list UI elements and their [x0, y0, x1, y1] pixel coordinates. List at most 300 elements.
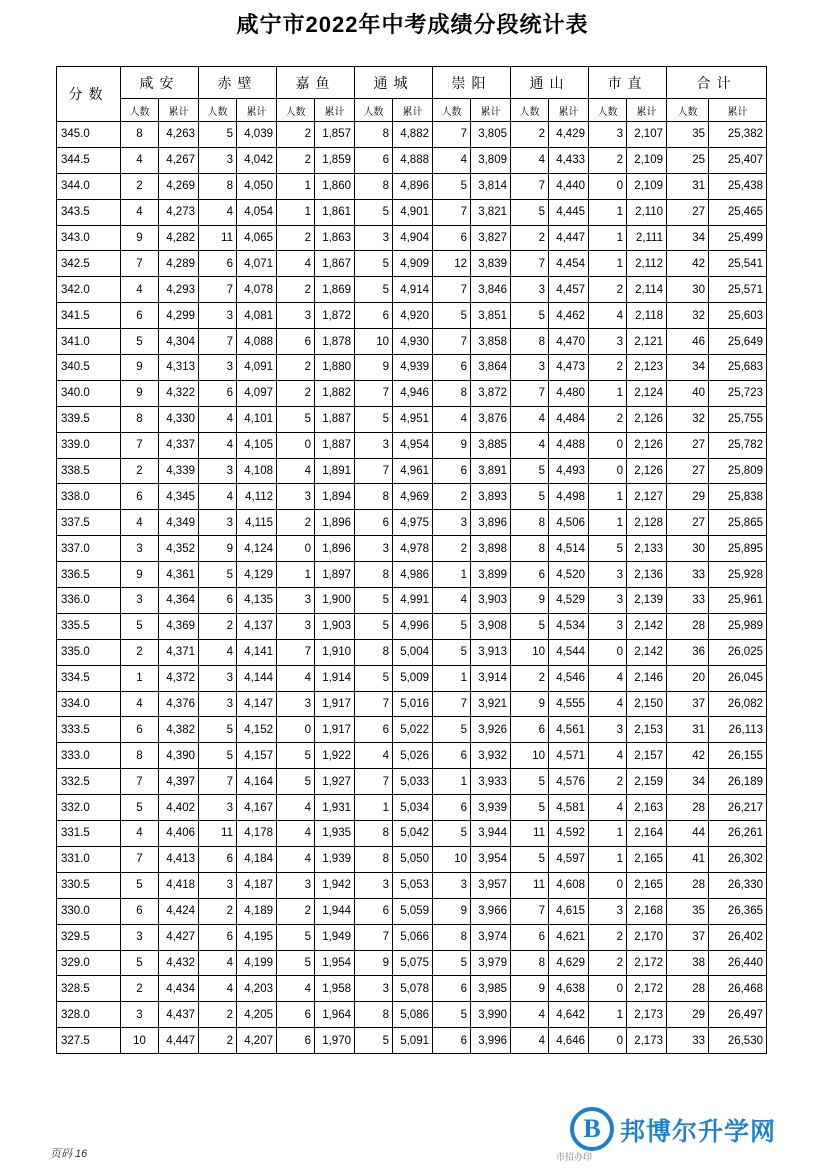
count-cell: 8	[355, 639, 393, 665]
count-cell: 6	[433, 795, 471, 821]
score-cell: 329.5	[57, 924, 121, 950]
count-cell: 0	[589, 432, 627, 458]
count-cell: 1	[589, 225, 627, 251]
cumulative-cell: 2,164	[627, 821, 667, 847]
count-cell: 6	[199, 251, 237, 277]
cumulative-cell: 3,996	[471, 1028, 511, 1054]
cumulative-cell: 3,891	[471, 458, 511, 484]
table-row	[57, 432, 767, 458]
cumulative-cell: 4,065	[237, 225, 277, 251]
count-cell: 9	[121, 355, 159, 381]
table-row	[57, 536, 767, 562]
count-cell: 5	[121, 795, 159, 821]
cumulative-cell: 4,969	[393, 484, 433, 510]
count-cell: 5	[589, 536, 627, 562]
cumulative-cell: 5,086	[393, 1002, 433, 1028]
count-cell: 3	[355, 872, 393, 898]
count-cell: 0	[589, 458, 627, 484]
count-cell: 4	[277, 458, 315, 484]
count-cell: 2	[589, 769, 627, 795]
table-row	[57, 588, 767, 614]
count-cell: 6	[511, 924, 549, 950]
cumulative-cell: 1,964	[315, 1002, 355, 1028]
score-cell: 338.5	[57, 458, 121, 484]
count-cell: 7	[511, 251, 549, 277]
cumulative-cell: 2,173	[627, 1002, 667, 1028]
region-header: 市直	[589, 67, 667, 99]
cumulative-cell: 4,330	[159, 406, 199, 432]
count-cell: 10	[121, 1028, 159, 1054]
cumulative-cell: 4,195	[237, 924, 277, 950]
count-cell: 3	[277, 484, 315, 510]
cumulative-cell: 5,075	[393, 950, 433, 976]
cumulative-cell: 4,888	[393, 147, 433, 173]
region-header: 嘉鱼	[277, 67, 355, 99]
score-cell: 340.5	[57, 355, 121, 381]
cumulative-cell: 5,050	[393, 846, 433, 872]
cumulative-cell: 2,142	[627, 639, 667, 665]
cumulative-cell: 3,876	[471, 406, 511, 432]
cumulative-cell: 2,150	[627, 691, 667, 717]
count-cell: 33	[667, 1028, 709, 1054]
count-cell: 7	[277, 639, 315, 665]
cumulative-cell: 4,129	[237, 562, 277, 588]
count-cell: 3	[589, 613, 627, 639]
count-cell: 5	[511, 613, 549, 639]
cumulative-cell: 4,424	[159, 898, 199, 924]
cumulative-cell: 1,857	[315, 122, 355, 148]
count-cell: 2	[277, 380, 315, 406]
cumulative-subheader: 累计	[237, 99, 277, 122]
score-cell: 337.5	[57, 510, 121, 536]
count-cell: 4	[433, 406, 471, 432]
cumulative-cell: 1,859	[315, 147, 355, 173]
table-row	[57, 639, 767, 665]
count-cell: 1	[277, 562, 315, 588]
count-cell: 4	[199, 976, 237, 1002]
cumulative-cell: 4,914	[393, 277, 433, 303]
count-cell: 3	[589, 717, 627, 743]
count-subheader: 人数	[433, 99, 471, 122]
count-cell: 7	[511, 173, 549, 199]
cumulative-cell: 3,933	[471, 769, 511, 795]
cumulative-cell: 5,034	[393, 795, 433, 821]
count-cell: 1	[589, 251, 627, 277]
count-cell: 35	[667, 122, 709, 148]
cumulative-cell: 5,066	[393, 924, 433, 950]
score-cell: 330.0	[57, 898, 121, 924]
score-cell: 331.5	[57, 821, 121, 847]
count-cell: 9	[433, 898, 471, 924]
count-cell: 3	[199, 510, 237, 536]
count-cell: 2	[277, 225, 315, 251]
count-cell: 1	[589, 199, 627, 225]
cumulative-cell: 26,045	[709, 665, 767, 691]
count-cell: 3	[589, 122, 627, 148]
count-cell: 41	[667, 846, 709, 872]
count-cell: 34	[667, 355, 709, 381]
cumulative-cell: 4,514	[549, 536, 589, 562]
count-cell: 5	[433, 1002, 471, 1028]
count-cell: 4	[199, 406, 237, 432]
cumulative-cell: 1,897	[315, 562, 355, 588]
cumulative-subheader: 累计	[315, 99, 355, 122]
cumulative-cell: 3,913	[471, 639, 511, 665]
cumulative-cell: 4,904	[393, 225, 433, 251]
table-row	[57, 380, 767, 406]
logo-letter: B	[583, 1114, 601, 1143]
count-cell: 4	[277, 251, 315, 277]
count-cell: 3	[199, 147, 237, 173]
count-cell: 4	[589, 795, 627, 821]
cumulative-subheader: 累计	[471, 99, 511, 122]
cumulative-cell: 25,928	[709, 562, 767, 588]
footer-note: 市招办印	[556, 1152, 593, 1162]
cumulative-cell: 1,863	[315, 225, 355, 251]
cumulative-cell: 26,530	[709, 1028, 767, 1054]
cumulative-cell: 4,189	[237, 898, 277, 924]
cumulative-cell: 4,546	[549, 665, 589, 691]
count-cell: 2	[277, 122, 315, 148]
cumulative-cell: 3,903	[471, 588, 511, 614]
count-cell: 11	[511, 821, 549, 847]
cumulative-cell: 3,898	[471, 536, 511, 562]
cumulative-cell: 4,263	[159, 122, 199, 148]
cumulative-cell: 1,910	[315, 639, 355, 665]
cumulative-cell: 4,544	[549, 639, 589, 665]
count-cell: 36	[667, 639, 709, 665]
cumulative-cell: 3,839	[471, 251, 511, 277]
cumulative-cell: 4,493	[549, 458, 589, 484]
count-cell: 3	[355, 536, 393, 562]
count-cell: 7	[355, 458, 393, 484]
count-cell: 0	[589, 1028, 627, 1054]
count-cell: 8	[355, 1002, 393, 1028]
count-cell: 2	[511, 665, 549, 691]
count-cell: 6	[355, 303, 393, 329]
count-cell: 5	[433, 821, 471, 847]
score-cell: 343.5	[57, 199, 121, 225]
cumulative-cell: 4,187	[237, 872, 277, 898]
cumulative-cell: 3,899	[471, 562, 511, 588]
cumulative-cell: 5,004	[393, 639, 433, 665]
count-cell: 6	[433, 225, 471, 251]
count-cell: 5	[277, 924, 315, 950]
count-cell: 8	[121, 122, 159, 148]
cumulative-cell: 2,111	[627, 225, 667, 251]
site-logo[interactable]	[566, 1104, 811, 1160]
cumulative-cell: 26,025	[709, 639, 767, 665]
cumulative-cell: 26,189	[709, 769, 767, 795]
count-cell: 2	[199, 613, 237, 639]
count-cell: 4	[589, 303, 627, 329]
score-cell: 341.5	[57, 303, 121, 329]
count-cell: 3	[355, 976, 393, 1002]
cumulative-cell: 4,473	[549, 355, 589, 381]
count-cell: 4	[511, 147, 549, 173]
cumulative-cell: 3,851	[471, 303, 511, 329]
count-cell: 9	[355, 950, 393, 976]
cumulative-cell: 1,867	[315, 251, 355, 277]
count-cell: 6	[433, 976, 471, 1002]
cumulative-cell: 25,571	[709, 277, 767, 303]
count-cell: 1	[433, 562, 471, 588]
count-cell: 6	[121, 717, 159, 743]
count-cell: 8	[355, 562, 393, 588]
cumulative-cell: 4,427	[159, 924, 199, 950]
cumulative-cell: 1,896	[315, 510, 355, 536]
cumulative-cell: 1,939	[315, 846, 355, 872]
score-cell: 333.0	[57, 743, 121, 769]
count-cell: 46	[667, 329, 709, 355]
count-cell: 9	[355, 355, 393, 381]
score-cell: 336.5	[57, 562, 121, 588]
cumulative-cell: 2,142	[627, 613, 667, 639]
count-cell: 10	[355, 329, 393, 355]
cumulative-cell: 4,454	[549, 251, 589, 277]
cumulative-cell: 2,124	[627, 380, 667, 406]
count-cell: 4	[433, 147, 471, 173]
count-cell: 5	[511, 846, 549, 872]
cumulative-cell: 26,330	[709, 872, 767, 898]
cumulative-cell: 3,974	[471, 924, 511, 950]
count-cell: 12	[433, 251, 471, 277]
table-row	[57, 510, 767, 536]
cumulative-cell: 2,163	[627, 795, 667, 821]
count-cell: 7	[355, 924, 393, 950]
cumulative-cell: 1,944	[315, 898, 355, 924]
cumulative-cell: 4,078	[237, 277, 277, 303]
cumulative-cell: 3,846	[471, 277, 511, 303]
cumulative-cell: 4,896	[393, 173, 433, 199]
count-cell: 8	[433, 380, 471, 406]
count-cell: 5	[121, 329, 159, 355]
cumulative-subheader: 累计	[549, 99, 589, 122]
score-cell: 327.5	[57, 1028, 121, 1054]
cumulative-cell: 5,042	[393, 821, 433, 847]
count-cell: 37	[667, 691, 709, 717]
count-cell: 3	[277, 588, 315, 614]
cumulative-cell: 25,438	[709, 173, 767, 199]
score-cell: 331.0	[57, 846, 121, 872]
count-cell: 27	[667, 458, 709, 484]
count-cell: 42	[667, 251, 709, 277]
cumulative-cell: 4,470	[549, 329, 589, 355]
count-cell: 6	[433, 1028, 471, 1054]
table-row	[57, 898, 767, 924]
cumulative-cell: 4,205	[237, 1002, 277, 1028]
cumulative-cell: 4,390	[159, 743, 199, 769]
cumulative-cell: 4,167	[237, 795, 277, 821]
count-cell: 8	[355, 173, 393, 199]
cumulative-cell: 1,935	[315, 821, 355, 847]
cumulative-cell: 4,901	[393, 199, 433, 225]
count-cell: 5	[355, 406, 393, 432]
count-cell: 31	[667, 717, 709, 743]
cumulative-cell: 4,457	[549, 277, 589, 303]
count-cell: 6	[511, 562, 549, 588]
cumulative-cell: 1,922	[315, 743, 355, 769]
count-cell: 6	[355, 898, 393, 924]
cumulative-cell: 4,529	[549, 588, 589, 614]
count-subheader: 人数	[121, 99, 159, 122]
table-row	[57, 122, 767, 148]
count-cell: 5	[355, 277, 393, 303]
score-cell: 342.0	[57, 277, 121, 303]
table-row	[57, 691, 767, 717]
count-cell: 5	[511, 769, 549, 795]
cumulative-cell: 1,917	[315, 717, 355, 743]
cumulative-cell: 4,115	[237, 510, 277, 536]
count-cell: 7	[433, 691, 471, 717]
cumulative-cell: 4,376	[159, 691, 199, 717]
score-cell: 332.5	[57, 769, 121, 795]
count-cell: 6	[433, 355, 471, 381]
count-cell: 4	[121, 147, 159, 173]
count-cell: 9	[511, 976, 549, 1002]
count-cell: 1	[589, 510, 627, 536]
cumulative-cell: 4,406	[159, 821, 199, 847]
count-cell: 3	[277, 303, 315, 329]
count-cell: 0	[277, 432, 315, 458]
cumulative-cell: 4,939	[393, 355, 433, 381]
cumulative-cell: 25,723	[709, 380, 767, 406]
count-cell: 4	[277, 795, 315, 821]
table-row	[57, 562, 767, 588]
cumulative-cell: 2,136	[627, 562, 667, 588]
count-cell: 27	[667, 199, 709, 225]
cumulative-cell: 4,147	[237, 691, 277, 717]
score-cell: 335.5	[57, 613, 121, 639]
count-cell: 3	[121, 924, 159, 950]
cumulative-cell: 2,126	[627, 406, 667, 432]
count-cell: 3	[121, 588, 159, 614]
count-cell: 2	[511, 122, 549, 148]
count-cell: 2	[277, 510, 315, 536]
count-cell: 5	[355, 251, 393, 277]
cumulative-cell: 4,050	[237, 173, 277, 199]
count-cell: 7	[199, 277, 237, 303]
count-cell: 6	[121, 484, 159, 510]
count-cell: 4	[121, 691, 159, 717]
count-cell: 4	[277, 976, 315, 1002]
count-cell: 7	[433, 277, 471, 303]
count-cell: 2	[277, 147, 315, 173]
cumulative-cell: 3,827	[471, 225, 511, 251]
cumulative-cell: 5,016	[393, 691, 433, 717]
cumulative-cell: 2,109	[627, 147, 667, 173]
cumulative-cell: 5,033	[393, 769, 433, 795]
cumulative-cell: 4,991	[393, 588, 433, 614]
cumulative-cell: 4,112	[237, 484, 277, 510]
cumulative-cell: 25,838	[709, 484, 767, 510]
cumulative-cell: 26,217	[709, 795, 767, 821]
cumulative-cell: 1,949	[315, 924, 355, 950]
cumulative-cell: 5,022	[393, 717, 433, 743]
count-cell: 4	[277, 821, 315, 847]
count-cell: 6	[199, 846, 237, 872]
count-cell: 32	[667, 303, 709, 329]
cumulative-cell: 25,499	[709, 225, 767, 251]
count-cell: 3	[433, 510, 471, 536]
count-cell: 3	[433, 872, 471, 898]
count-cell: 4	[511, 1002, 549, 1028]
cumulative-cell: 4,576	[549, 769, 589, 795]
cumulative-cell: 4,269	[159, 173, 199, 199]
count-cell: 5	[433, 303, 471, 329]
count-cell: 2	[199, 1028, 237, 1054]
count-cell: 7	[433, 329, 471, 355]
count-cell: 3	[199, 355, 237, 381]
score-cell: 333.5	[57, 717, 121, 743]
region-header: 通城	[355, 67, 433, 99]
count-cell: 2	[199, 898, 237, 924]
cumulative-cell: 2,121	[627, 329, 667, 355]
cumulative-cell: 4,141	[237, 639, 277, 665]
region-header: 合计	[667, 67, 767, 99]
count-cell: 5	[277, 769, 315, 795]
cumulative-cell: 26,302	[709, 846, 767, 872]
count-cell: 3	[589, 562, 627, 588]
score-distribution-table	[56, 66, 767, 1054]
count-cell: 7	[355, 691, 393, 717]
cumulative-cell: 1,896	[315, 536, 355, 562]
cumulative-cell: 2,118	[627, 303, 667, 329]
count-cell: 9	[121, 380, 159, 406]
score-cell: 329.0	[57, 950, 121, 976]
count-cell: 1	[589, 821, 627, 847]
cumulative-cell: 3,939	[471, 795, 511, 821]
cumulative-cell: 3,957	[471, 872, 511, 898]
count-cell: 33	[667, 562, 709, 588]
cumulative-cell: 26,261	[709, 821, 767, 847]
count-cell: 6	[433, 458, 471, 484]
count-cell: 5	[433, 950, 471, 976]
cumulative-cell: 4,267	[159, 147, 199, 173]
cumulative-cell: 1,891	[315, 458, 355, 484]
count-cell: 29	[667, 484, 709, 510]
table-row	[57, 277, 767, 303]
count-cell: 1	[355, 795, 393, 821]
cumulative-cell: 2,133	[627, 536, 667, 562]
count-cell: 0	[589, 173, 627, 199]
count-cell: 5	[121, 872, 159, 898]
cumulative-cell: 1,860	[315, 173, 355, 199]
count-cell: 8	[121, 743, 159, 769]
count-cell: 5	[199, 743, 237, 769]
table-row	[57, 846, 767, 872]
cumulative-cell: 4,555	[549, 691, 589, 717]
count-cell: 3	[121, 1002, 159, 1028]
cumulative-cell: 1,887	[315, 432, 355, 458]
cumulative-cell: 4,996	[393, 613, 433, 639]
cumulative-cell: 4,418	[159, 872, 199, 898]
count-cell: 5	[355, 199, 393, 225]
count-cell: 6	[121, 303, 159, 329]
count-cell: 4	[121, 510, 159, 536]
cumulative-cell: 26,155	[709, 743, 767, 769]
cumulative-cell: 4,561	[549, 717, 589, 743]
cumulative-cell: 4,207	[237, 1028, 277, 1054]
cumulative-cell: 3,966	[471, 898, 511, 924]
count-subheader: 人数	[667, 99, 709, 122]
count-subheader: 人数	[199, 99, 237, 122]
count-cell: 5	[433, 639, 471, 665]
table-row	[57, 665, 767, 691]
score-cell: 345.0	[57, 122, 121, 148]
count-cell: 4	[121, 199, 159, 225]
count-cell: 2	[277, 355, 315, 381]
